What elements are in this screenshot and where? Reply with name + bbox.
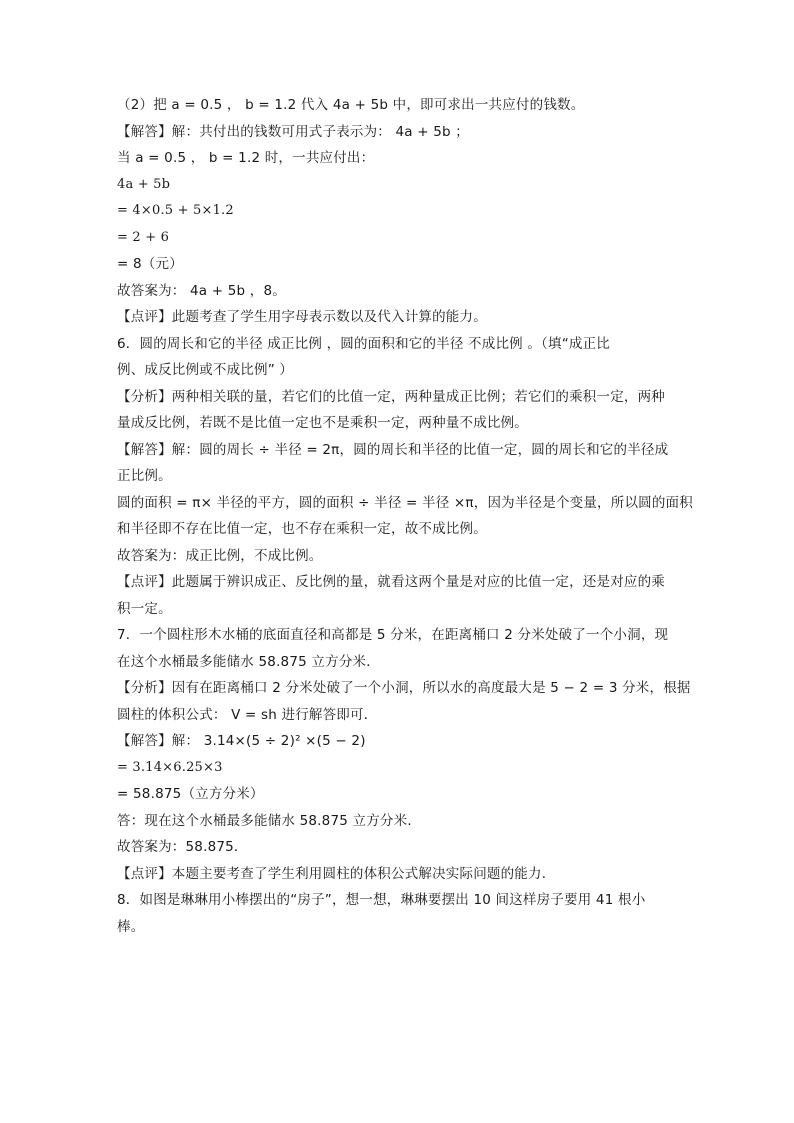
- comment-line: 积一定。: [117, 600, 172, 617]
- answer-line: 和半径即不存在比值一定，也不存在乘积一定，故不成比例。: [117, 521, 487, 537]
- analysis-line: 【分析】两种相关联的量，若它们的比值一定，两种量成正比例；若它们的乘积一定，两种: [117, 388, 665, 405]
- analysis-line: 圆柱的体积公式： V = sh 进行解答即可．: [117, 706, 378, 723]
- answer-statement-line: 答：现在这个水桶最多能储水 58.875 立方分米．: [117, 812, 422, 829]
- math-line: = 4×0.5 + 5×1.2: [117, 203, 234, 218]
- question-7-line: 7．一个圆柱形木水桶的底面直径和高都是 5 分米，在距离桶口 2 分米处破了一个小洞，现: [117, 627, 669, 643]
- answer-line: 【解答】解：圆的周长 ÷ 半径 = 2π，圆的周长和半径的比值一定，圆的周长和它的半径成: [117, 441, 669, 458]
- question-8-line: 棒。: [117, 918, 145, 935]
- text-line: （2）把 a = 0.5 ， b = 1.2 代入 4a + 5b 中，即可求出一共应付的钱数。: [117, 97, 585, 113]
- final-answer-line: 故答案为：成正比例，不成比例。: [117, 547, 323, 564]
- question-7-line: 在这个水桶最多能储水 58.875 立方分米．: [117, 653, 380, 670]
- comment-line: 【点评】本题主要考查了学生利用圆柱的体积公式解决实际问题的能力．: [117, 865, 556, 882]
- math-line: = 3.14×6.25×3: [117, 759, 223, 775]
- math-line: 4a + 5b: [117, 176, 171, 192]
- question-8-line: 8．如图是琳琳用小棒摆出的“房子”，想一想，琳琳要摆出 10 间这样房子要用 41 根小: [117, 892, 646, 908]
- question-6-line: 6．圆的周长和它的半径 成正比例 ，圆的面积和它的半径 不成比例 。（填“成正比: [117, 335, 610, 352]
- math-line: = 58.875（立方分米）: [117, 786, 264, 802]
- comment-line: 【点评】此题考查了学生用字母表示数以及代入计算的能力。: [117, 309, 487, 325]
- document-page: [117, 92, 693, 940]
- comment-line: 【点评】此题属于辨识成正、反比例的量，就看这两个量是对应的比值一定，还是对应的乘: [117, 574, 665, 590]
- answer-line: 【解答】解：共付出的钱数可用式子表示为： 4a + 5b ；: [117, 123, 469, 140]
- final-answer-line: 故答案为： 4a + 5b ，8。: [117, 282, 286, 299]
- final-answer-line: 故答案为：58.875．: [117, 839, 248, 855]
- analysis-line: 量成反比例，若既不是比值一定也不是乘积一定，两种量不成比例。: [117, 415, 528, 431]
- math-line: = 8（元）: [117, 256, 183, 272]
- analysis-line: 【分析】因有在距离桶口 2 分米处破了一个小洞，所以水的高度最大是 5 − 2 = 3 分米，根据: [117, 680, 691, 696]
- math-line: = 2 + 6: [117, 229, 170, 245]
- answer-line: 正比例。: [117, 468, 172, 484]
- answer-line: 【解答】解： 3.14×(5 ÷ 2)² ×(5 − 2): [117, 733, 366, 749]
- answer-line: 圆的面积 = π× 半径的平方，圆的面积 ÷ 半径 = 半径 ×π，因为半径是个变量，所以圆的面积: [117, 494, 693, 511]
- text-line: 当 a = 0.5 ， b = 1.2 时，一共应付出：: [117, 150, 375, 166]
- question-6-line: 例、成反比例或不成比例” ）: [117, 362, 294, 378]
